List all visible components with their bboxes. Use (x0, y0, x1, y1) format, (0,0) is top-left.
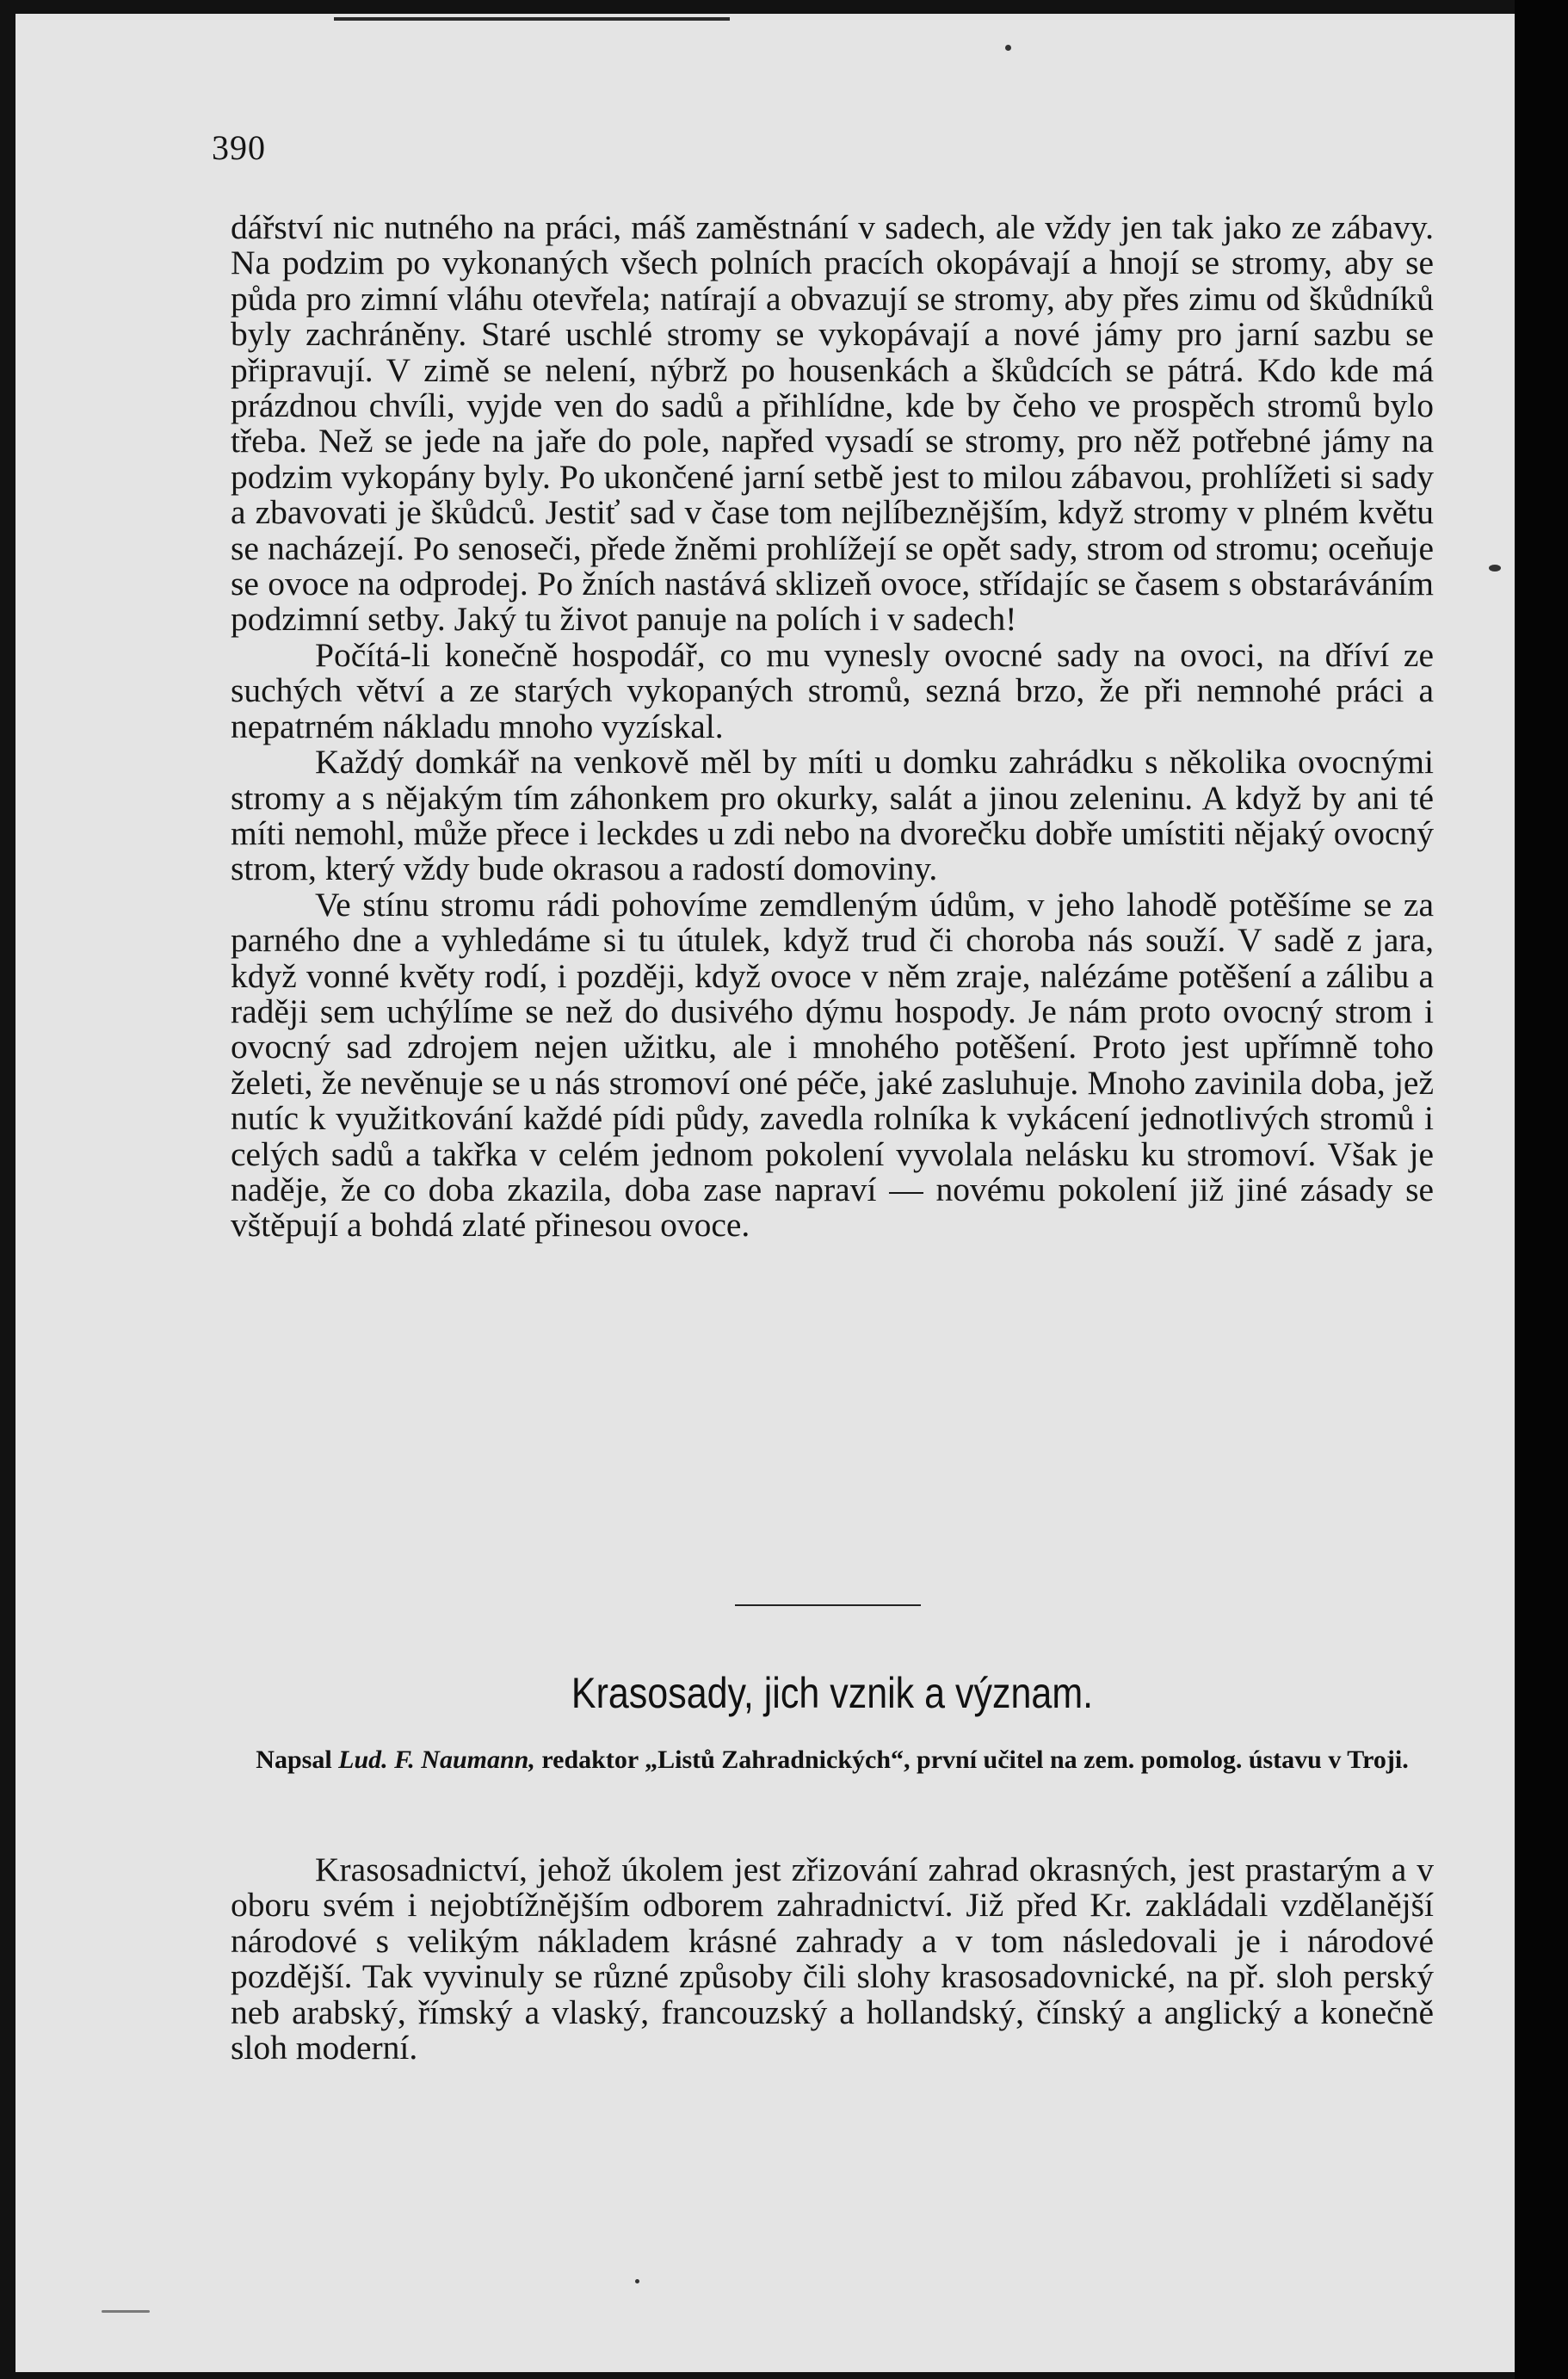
section-divider (735, 1604, 921, 1606)
paragraph-1: dářství nic nutného na práci, máš zaměstnání v sadech, ale vždy jen tak jako ze zábavy. Na podzim po vykonaných všech polních pracích okopávají a hnojí se stromy, aby se půda pro zimní vláhu otevřela; natírají a obvazují se stromy, aby přes zimu od škůdníků byly zachráněny. Staré uschlé stromy se vykopávají a nové jámy pro jarní sazbu se připravují. V zimě se nelení, nýbrž po housenkách a škůdcích se pátrá. Kdo kde má prázdnou chvíli, vyjde ven do sadů a přihlídne, kde by čeho ve prospěch stromů bylo třeba. Než se jede na jaře do pole, napřed vysadí se stromy, pro něž potřebné jámy na podzim vykopány byly. Po ukončené jarní setbě jest to milou zábavou, prohlížeti si sady a zbavovati je škůdců. Jestiť sad v čase tom nejlíbeznějším, když stromy v plném květu se nacházejí. Po senoseči, přede žněmi prohlížejí se opět sady, strom od stromu; oceňuje se ovoce na odprodej. Po žních nastává sklizeň ovoce, střídajíc se časem s obstaráváním podzimní setby. Jaký tu život panuje na polích i v sadech! (231, 208, 1434, 639)
book-page (15, 14, 1515, 2372)
page-number: 390 (212, 128, 266, 167)
paragraph-3: Každý domkář na venkově měl by míti u domku zahrádku s několika ovocnými stromy a s nějakým tím záhonkem pro okurky, salát a jinou zeleninu. A když by ani té míti nemohl, může přece i leckdes u zdi nebo na dvorečku dobře umístiti nějaký ovocný strom, který vždy bude okrasou a radostí domoviny. (231, 743, 1434, 888)
ink-speck (102, 2310, 150, 2313)
ink-speck (635, 2279, 639, 2283)
article-body (231, 1852, 1434, 2066)
byline-prefix: Napsal (256, 1746, 332, 1774)
byline-rest: redaktor „Listů Zahradnických“, první učitel na zem. pomolog. ústavu v Troji. (541, 1746, 1409, 1774)
top-rule (334, 17, 730, 21)
ink-speck (1489, 565, 1501, 572)
ink-speck (1005, 45, 1011, 51)
paragraph-2: Počítá-li konečně hospodář, co mu vynesly ovocné sady na ovoci, na dříví ze suchých větví a ze starých vykopaných stromů, sezná brzo, že při nemnohé práci a nepatrném nákladu mnoho vyzískal. (231, 635, 1434, 745)
paragraph-4: Ve stínu stromu rádi pohovíme zemdleným údům, v jeho lahodě potěšíme se za parného dne a vyhledáme si tu útulek, když trud či choroba nás souží. V sadě z jara, když vonné květy rodí, i později, když ovoce v něm zraje, nalézáme potěšení a zálibu a raději sem uchýlíme se než do dusivého dýmu hospody. Je nám proto ovocný strom i ovocný sad zdrojem nejen užitku, ale i mnohého potěšení. Proto jest upřímně toho želeti, že nevěnuje se u nás stromoví oné péče, jaké zasluhuje. Mnoho zavinila doba, jež nutíc k využitkování každé pídi půdy, zavedla rolníka k vykácení jednotlivých stromů i celých sadů a takřka v celém jednom pokolení vyvolala nelásku ku stromoví. Však je naděje, že co doba zkazila, doba zase napraví — novému pokolení již jiné zásady se vštěpují a bohdá zlaté přinesou ovoce. (231, 885, 1434, 1245)
article-paragraph: Krasosadnictví, jehož úkolem jest zřizování zahrad okrasných, jest prastarým a v oboru svém i nejobtížnějším odborem zahradnictví. Již před Kr. zakládali vzdělanější národové s velikým nákladem krásné zahrady a v tom následovali je i národové pozdější. Tak vyvinuly se různé způsoby čili slohy krasosadovnické, na př. sloh perský neb arabský, římský a vlaský, francouzský a hollandský, čínský a anglický a konečně sloh moderní. (231, 1851, 1434, 2067)
byline-author: Lud. F. Naumann, (338, 1746, 535, 1774)
body-text (231, 210, 1434, 1244)
article-title: Krasosady, jich vznik a význam. (571, 1669, 1094, 1717)
scan-border (1515, 0, 1568, 2379)
article-byline (231, 1742, 1434, 1777)
